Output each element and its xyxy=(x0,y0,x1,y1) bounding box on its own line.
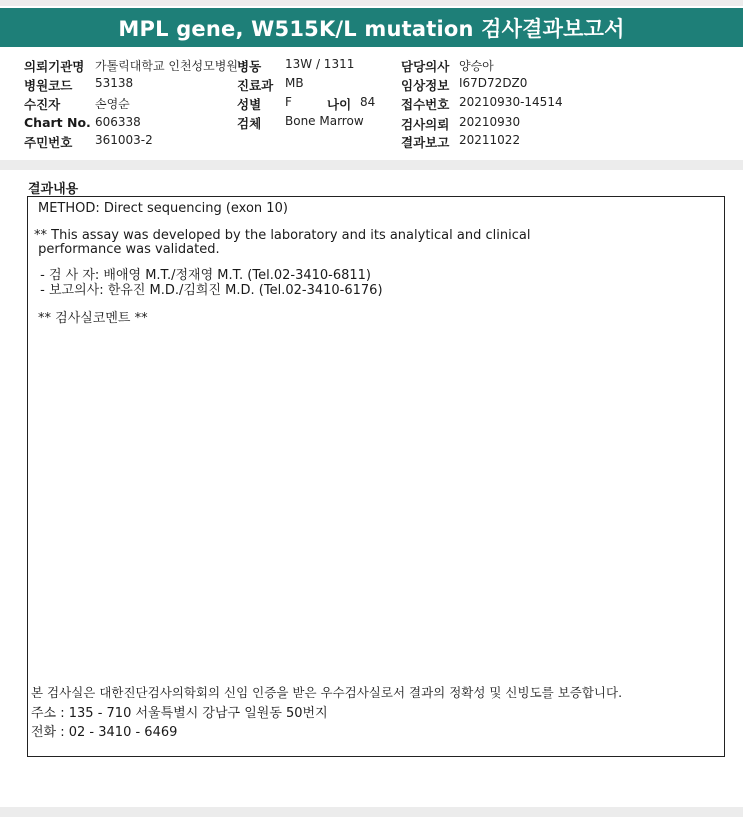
top-divider xyxy=(0,0,743,6)
certification-text: 본 검사실은 대한진단검사의학회의 신임 인증을 받은 우수검사실로서 결과의 정확성 및 신빙도를 보증합니다. xyxy=(31,685,623,700)
sex-value: F xyxy=(285,95,292,109)
resident-no-value: 361003-2 xyxy=(95,133,153,147)
resident-no-label: 주민번호 xyxy=(24,135,73,150)
report-title-bar xyxy=(0,8,743,47)
receipt-no-value: 20210930-14514 xyxy=(459,95,563,109)
examiner-text: - 검 사 자: 배애영 M.T./정재영 M.T. (Tel.02-3410-6811) xyxy=(36,268,371,283)
sex-label: 성별 xyxy=(237,97,262,112)
report-date-value: 20211022 xyxy=(459,133,521,147)
receipt-no-label: 접수번호 xyxy=(401,97,450,112)
results-section-title: 결과내용 xyxy=(28,182,79,197)
reporting-physician-text: - 보고의사: 한유진 M.D./김희진 M.D. (Tel.02-3410-6176) xyxy=(36,283,383,298)
clinical-info-value: I67D72DZ0 xyxy=(459,76,528,90)
chart-no-value: 606338 xyxy=(95,115,141,129)
specimen-label: 검체 xyxy=(237,116,262,131)
doctor-value: 양승아 xyxy=(459,59,494,73)
method-text: METHOD: Direct sequencing (exon 10) xyxy=(38,201,288,216)
hospital-code-label: 병원코드 xyxy=(24,78,73,93)
age-value: 84 xyxy=(360,95,376,109)
address-text: 주소 : 135 - 710 서울특별시 강남구 일원동 50번지 xyxy=(31,706,328,721)
age-label: 나이 xyxy=(327,97,352,112)
clinical-info-label: 임상정보 xyxy=(401,78,450,93)
bottom-divider xyxy=(0,807,743,817)
report-title: MPL gene, W515K/L mutation 검사결과보고서 xyxy=(118,16,625,41)
report-date-label: 결과보고 xyxy=(401,135,450,150)
request-date-value: 20210930 xyxy=(459,115,521,129)
results-box xyxy=(27,196,725,757)
hospital-value: 가톨릭대학교 인천성모병원 xyxy=(95,59,238,73)
phone-text: 전화 : 02 - 3410 - 6469 xyxy=(31,725,178,740)
examinee-label: 수진자 xyxy=(24,97,61,112)
examinee-value: 손영순 xyxy=(95,97,130,111)
dept-value: MB xyxy=(285,76,304,90)
section-divider xyxy=(0,160,743,170)
ward-value: 13W / 1311 xyxy=(285,57,355,71)
ward-label: 병동 xyxy=(237,59,262,74)
request-date-label: 검사의뢰 xyxy=(401,117,450,132)
chart-no-label: Chart No. xyxy=(24,115,91,130)
assay-note-line2: performance was validated. xyxy=(34,242,220,257)
assay-note-line1: ** This assay was developed by the laboratory and its analytical and clinical xyxy=(34,228,531,243)
hospital-label: 의뢰기관명 xyxy=(24,59,85,74)
hospital-code-value: 53138 xyxy=(95,76,134,90)
patient-info-section xyxy=(0,56,743,152)
doctor-label: 담당의사 xyxy=(401,59,450,74)
dept-label: 진료과 xyxy=(237,78,274,93)
lab-comment-heading: ** 검사실코멘트 ** xyxy=(38,311,148,326)
specimen-value: Bone Marrow xyxy=(285,114,364,128)
